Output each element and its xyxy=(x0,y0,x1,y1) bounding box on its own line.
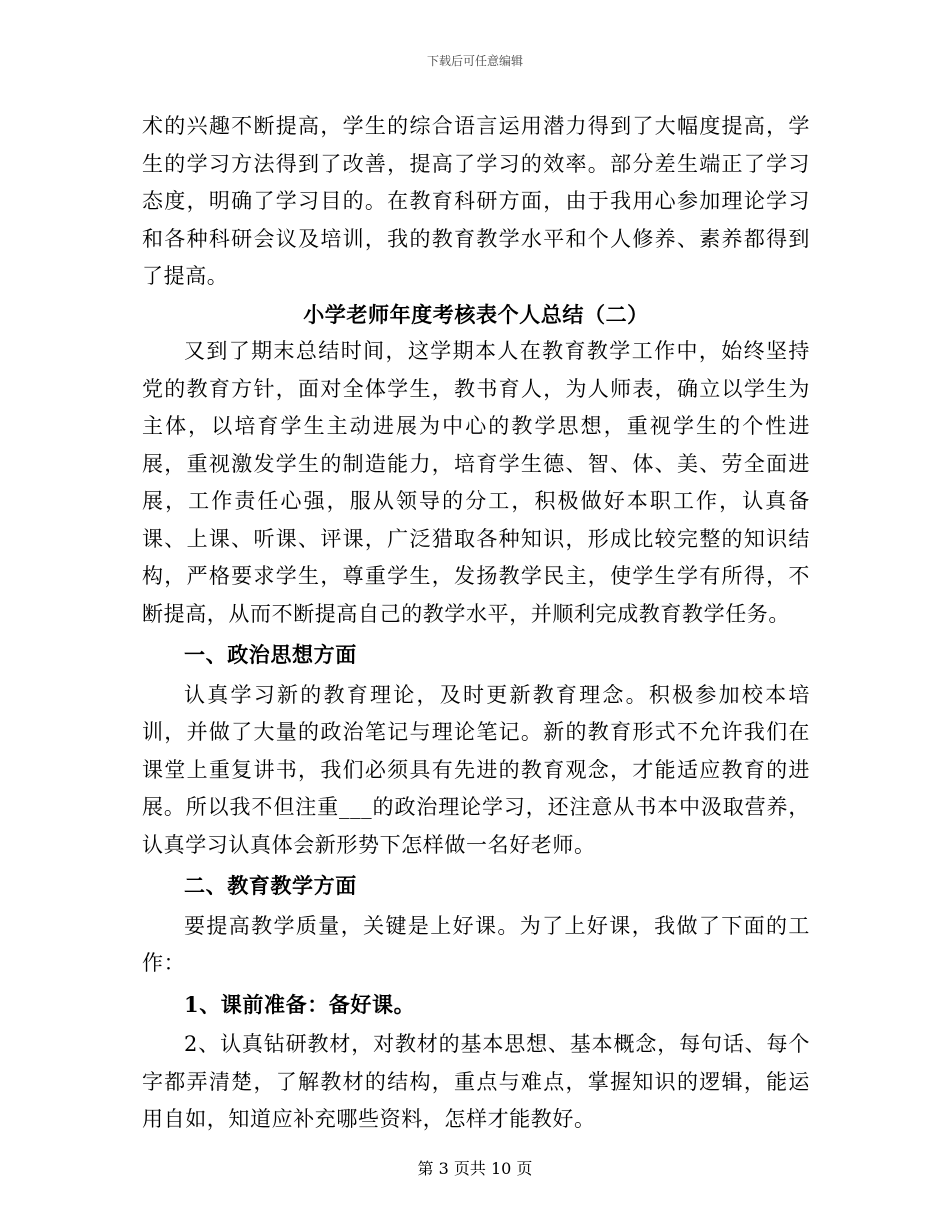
paragraph-continued: 术的兴趣不断提高，学生的综合语言运用潜力得到了大幅度提高，学生的学习方法得到了改善，提高了学习的效率。部分差生端正了学习态度，明确了学习目的。在教育科研方面，由于我用心参加理论学习和各种科研会议及培训，我的教育教学水平和个人修养、素养都得到了提高。 xyxy=(142,114,810,288)
page-number: 第 3 页共 10 页 xyxy=(417,1159,533,1178)
heading-preparation: 1、课前准备：备好课。 xyxy=(184,991,416,1017)
heading-political: 一、政治思想方面 xyxy=(184,642,357,667)
paragraph-intro: 又到了期末总结时间，这学期本人在教育教学工作中，始终坚持党的教育方针，面对全体学生，教书育人，为人师表，确立以学生为主体，以培育学生主动进展为中心的教学思想，重视学生的个性进展，重视激发学生的制造能力，培育学生德、智、体、美、劳全面进展，工作责任心强，服从领导的分工，积极做好本职工作，认真备课、上课、听课、评课，广泛猎取各种知识，形成比较完整的知识结构，严格要求学生，尊重学生，发扬教学民主，使学生学有所得，不断提高，从而不断提高自己的教学水平，并顺利完成教育教学任务。 xyxy=(142,339,810,626)
document-body xyxy=(142,108,810,1139)
header-note: 下载后可任意编辑 xyxy=(426,54,523,68)
section-title: 小学老师年度考核表个人总结（二） xyxy=(303,301,649,327)
heading-teaching: 二、教育教学方面 xyxy=(184,873,357,898)
paragraph-teaching: 要提高教学质量，关键是上好课。为了上好课，我做了下面的工作： xyxy=(142,913,810,975)
paragraph-study-materials: 2、认真钻研教材，对教材的基本思想、基本概念，每句话、每个字都弄清楚，了解教材的结构，重点与难点，掌握知识的逻辑，能运用自如，知道应补充哪些资料，怎样才能教好。 xyxy=(142,1032,810,1131)
paragraph-political: 认真学习新的教育理论，及时更新教育理念。积极参加校本培训，并做了大量的政治笔记与理论笔记。新的教育形式不允许我们在课堂上重复讲书，我们必须具有先进的教育观念，才能适应教育的进展。所以我不但注重___的政治理论学习，还注意从书本中汲取营养，认真学习认真体会新形势下怎样做一名好老师。 xyxy=(142,682,810,857)
